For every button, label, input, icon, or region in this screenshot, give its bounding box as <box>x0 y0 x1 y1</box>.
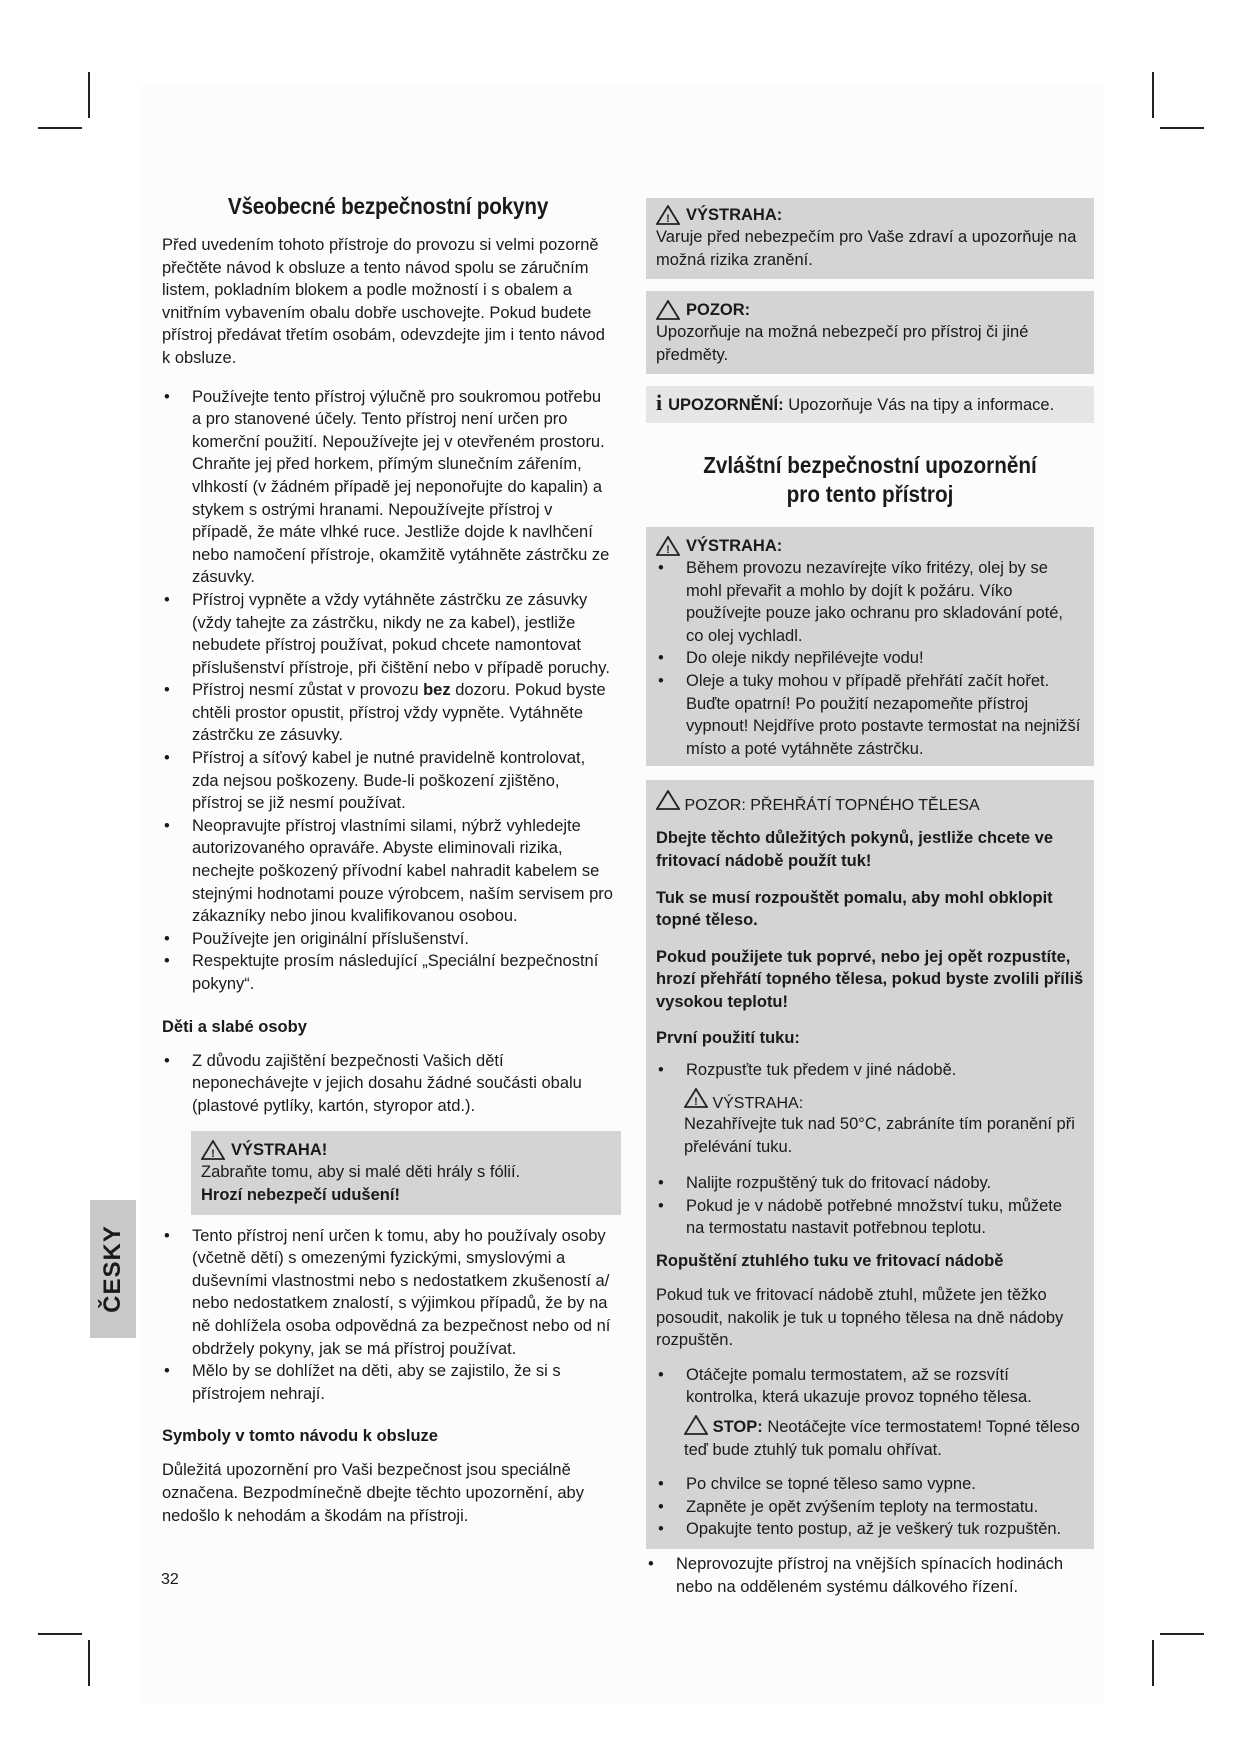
right-column <box>646 198 1094 1612</box>
legend-caution-head: POZOR: <box>656 299 1084 321</box>
first-use-list <box>656 1059 1084 1082</box>
crop-mark <box>38 1633 82 1635</box>
caution-triangle-icon <box>656 790 680 810</box>
list-item: • Přístroj nesmí zůstat v provozu bez dozoru. Pokud byste chtěli prostor opustit, přístroj vždy vypněte. Vytáhněte zástrčku ze zásuvky. <box>162 679 614 747</box>
list-item: • Přístroj vypněte a vždy vytáhněte zástrčku ze zásuvky (vždy tahejte za zástrčku, nikdy ne za kabel), jestliže nebudete přístroj používat, pokud chcete namontovat příslušenství přístroje, při čištění nebo v případě poruchy. <box>162 589 614 679</box>
warning-triangle-icon <box>656 536 680 556</box>
list-item: • Neprovozujte přístroj na vnějších spínacích hodinách nebo na odděleném systému dálkového řízení. <box>646 1553 1094 1598</box>
list-item: • Opakujte tento postup, až je veškerý tuk rozpuštěn. <box>656 1518 1084 1541</box>
legend-warning-box <box>646 198 1094 279</box>
special-warning-box <box>646 527 1094 766</box>
crop-mark <box>38 127 82 129</box>
symbols-paragraph: Důležitá upozornění pro Vaši bezpečnost jsou speciálně označena. Bezpodmínečně dbejte těchto upozornění, aby nedošlo k nehodám a škodám na přístroji. <box>162 1461 584 1525</box>
special-title-line-1: Zvláštní bezpečnostní upozornění <box>703 451 1037 478</box>
solid-fat-list-2 <box>656 1473 1084 1541</box>
svg-text:!: ! <box>666 543 670 556</box>
warning-triangle-icon <box>684 1088 708 1108</box>
safety-list <box>162 386 614 996</box>
first-use-list-2 <box>656 1172 1084 1240</box>
svg-text:!: ! <box>211 1148 215 1161</box>
warning-text: Zabraňte tomu, aby si malé děti hrály s fólií. <box>201 1163 521 1182</box>
list-item: • Z důvodu zajištění bezpečnosti Vašich dětí neponechávejte v jejich dosahu žádné součásti obalu (plastové pytlíky, kartón, styropor atd.). <box>162 1050 614 1118</box>
caution-triangle-icon <box>684 1415 708 1435</box>
list-item: • Rozpusťte tuk předem v jiné nádobě. <box>656 1059 1084 1082</box>
stop-note: STOP: Neotáčejte více termostatem! Topné těleso teď bude ztuhlý tuk pomalu ohřívat. <box>684 1415 1084 1461</box>
list-item: • Během provozu nezavírejte víko fritézy, olej by se mohl převařit a mohlo by dojít k požáru. Víko používejte pouze jako ochranu pro skladování poté, co olej vychladl. <box>656 557 1084 647</box>
warning-box-children <box>191 1131 621 1214</box>
warning-emphasis: Hrozí nebezpečí udušení! <box>201 1185 400 1204</box>
children-list-2 <box>162 1225 614 1406</box>
legend-caution-box <box>646 291 1094 374</box>
crop-mark <box>1160 1633 1204 1635</box>
page-title: Všeobecné bezpečnostní pokyny <box>227 193 549 219</box>
svg-text:!: ! <box>694 1096 698 1109</box>
overheat-paragraph-2: Tuk se musí rozpouštět pomalu, aby mohl obklopit topné těleso. <box>656 888 1053 930</box>
list-item: • Respektujte prosím následující „Speciální bezpečnostní pokyny“. <box>162 950 614 995</box>
solid-fat-heading: Ropuštění ztuhlého tuku ve fritovací nádobě <box>656 1252 1004 1271</box>
solid-fat-paragraph: Pokud tuk ve fritovací nádobě ztuhl, můžete jen těžko posoudit, nakolik je tuk u topného tělesa na dně nádoby rozpuštěn. <box>656 1286 1064 1350</box>
overheat-paragraph-1: Dbejte těchto důležitých pokynů, jestliže chcete ve fritovací nádobě použít tuk! <box>656 829 1054 870</box>
legend-warning-text: Varuje před nebezpečím pro Vaše zdraví a upozorňuje na možná rizika zranění. <box>656 228 1077 269</box>
overheat-box <box>646 780 1094 1549</box>
list-item: • Do oleje nikdy nepřilévejte vodu! <box>656 647 1084 670</box>
overheat-head: POZOR: PŘEHŘÁTÍ TOPNÉHO TĚLESA <box>656 790 1084 815</box>
final-list <box>646 1553 1094 1598</box>
list-item: • Mělo by se dohlížet na děti, aby se zajistilo, že si s přístrojem nehrají. <box>162 1360 614 1405</box>
warning-triangle-icon <box>201 1140 225 1160</box>
section-heading-symbols: Symboly v tomto návodu k obsluze <box>162 1427 438 1446</box>
section-heading-children: Děti a slabé osoby <box>162 1017 307 1036</box>
crop-mark <box>1160 127 1204 129</box>
legend-caution-text: Upozorňuje na možná nebezpečí pro přístroj či jiné předměty. <box>656 323 1029 364</box>
intro-paragraph: Před uvedením tohoto přístroje do provozu si velmi pozorně přečtěte návod k obsluze a tento návod spolu se záručním listem, pokladním blokem a podle možností i s obalem a vnitřním vybavením obalu dobře uschovejte. Pokud budete přístroj předávat třetím osobám, odevzdejte jim i tento návod k obsluze. <box>162 236 605 367</box>
list-item: • Po chvilce se topné těleso samo vypne. <box>656 1473 1084 1496</box>
first-use-warning <box>684 1088 1084 1158</box>
legend-warning-head: ! VÝSTRAHA: <box>656 204 1084 226</box>
list-item: • Otáčejte pomalu termostatem, až se rozsvítí kontrolka, která ukazuje provoz topného tělesa. <box>656 1364 1084 1409</box>
special-warning-head: ! VÝSTRAHA: <box>656 535 1084 557</box>
page-number: 32 <box>161 1571 179 1588</box>
caution-triangle-icon <box>656 300 680 320</box>
list-item: • Tento přístroj není určen k tomu, aby ho používaly osoby (včetně dětí) s omezenými fyzickými, smyslovými a duševními vlastnostmi nebo s nedostatkem zkušeností a/ nebo nedostatkem znalostí, s výjimkou případů, že by na ně dohlížela osoba odpovědná za bezpečnost nebo od ní obdržely pokyny, jak se má přístroj používat. <box>162 1225 614 1361</box>
list-item: • Používejte jen originální příslušenství. <box>162 928 614 951</box>
list-item: • Zapněte je opět zvýšením teploty na termostatu. <box>656 1496 1084 1519</box>
special-title-line-2: pro tento přístroj <box>786 480 954 507</box>
language-tab <box>90 1200 136 1338</box>
warning-triangle-icon <box>656 205 680 225</box>
first-use-warning-head: ! VÝSTRAHA: <box>684 1088 1084 1113</box>
first-use-warning-text: Nezahřívejte tuk nad 50°C, zabráníte tím poranění při přelévání tuku. <box>684 1115 1075 1156</box>
info-icon: i <box>656 390 663 416</box>
special-title-block <box>646 451 1094 509</box>
list-item: • Oleje a tuky mohou v případě přehřátí začít hořet. Buďte opatrní! Po použití nezapomeňte přístroj vypnout! Nejdříve proto postavte termostat na nejnižší místo a poté vytáhněte zástrčku. <box>656 670 1084 760</box>
list-item: • Nalijte rozpuštěný tuk do fritovací nádoby. <box>656 1172 1084 1195</box>
legend-note-line: i UPOZORNĚNÍ: Upozorňuje Vás na tipy a informace. <box>656 390 1055 416</box>
warning-head: ! VÝSTRAHA! <box>201 1139 611 1161</box>
list-item: • Přístroj a síťový kabel je nutné pravidelně kontrolovat, zda nejsou poškozeny. Bude-li poškození zjištěno, přístroj se již nesmí používat. <box>162 747 614 815</box>
first-use-heading: První použití tuku: <box>656 1029 800 1048</box>
list-item: • Pokud je v nádobě potřebné množství tuku, můžete na termostatu nastavit potřebnou teplotu. <box>656 1195 1084 1240</box>
overheat-paragraph-3: Pokud použijete tuk poprvé, nebo jej opět rozpustíte, hrozí přehřátí topného tělesa, pokud byste zvolili příliš vysokou teplotu! <box>656 947 1084 1011</box>
crop-mark <box>1152 1640 1154 1686</box>
crop-mark <box>1152 72 1154 118</box>
left-column <box>162 193 614 1543</box>
children-list <box>162 1050 614 1118</box>
list-item: • Používejte tento přístroj výlučně pro soukromou potřebu a pro stanovené účely. Tento přístroj není určen pro komerční použití. Nepoužívejte jej v otevřeném prostoru. Chraňte jej před horkem, přímým slunečním zářením, vlhkostí (v žádném případě jej neponořujte do kapalin) a stykem s ostrými hranami. Nepoužívejte přístroj v případě, že máte vlhké ruce. Jestliže dojde k navlhčení nebo namočení přístroje, okamžitě vytáhněte zástrčku ze zásuvky. <box>162 386 614 589</box>
solid-fat-list <box>656 1364 1084 1409</box>
legend-note-box <box>646 386 1094 423</box>
crop-mark <box>88 72 90 118</box>
language-tab-label: ČESKY <box>99 1225 126 1313</box>
special-warning-list <box>656 557 1084 760</box>
crop-mark <box>88 1640 90 1686</box>
list-item: • Neopravujte přístroj vlastními silami, nýbrž vyhledejte autorizovaného opraváře. Abyste eliminovali rizika, nechejte poškozený přívodní kabel nahradit kabelem se stejnými hodnotami pouze výrobcem, naším servisem pro zákazníky nebo jinou kvalifikovanou osobou. <box>162 815 614 928</box>
svg-text:!: ! <box>666 213 670 225</box>
